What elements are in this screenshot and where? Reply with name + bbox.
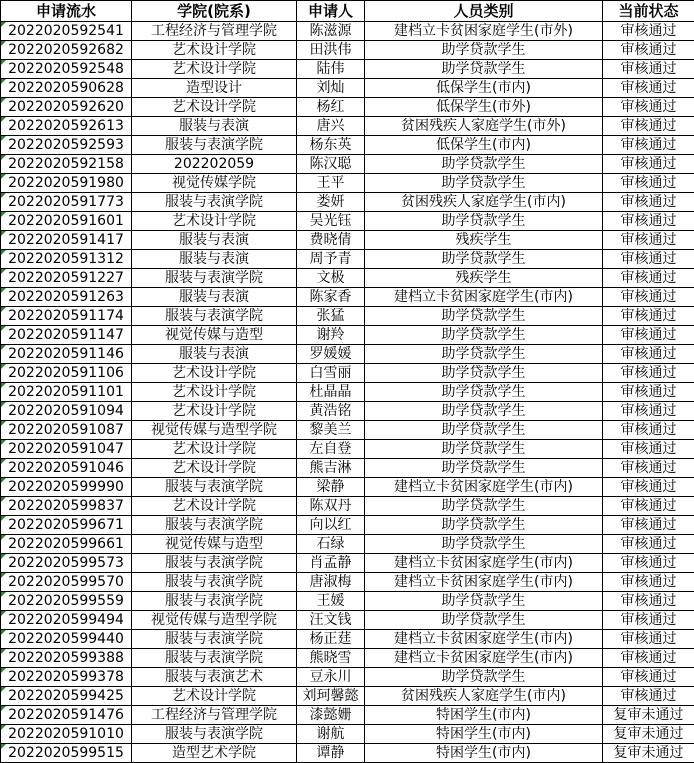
table-row[interactable] [1,535,694,554]
serial-cell[interactable]: 2022020591773 [1,193,132,212]
serial-cell[interactable]: 2022020592593 [1,136,132,155]
table-row[interactable] [1,288,694,307]
status-cell[interactable]: 复审未通过 [603,706,694,725]
header-status[interactable]: 当前状态 [603,1,694,22]
status-cell[interactable]: 审核通过 [603,231,694,250]
college-cell[interactable]: 视觉传媒与造型 [132,326,297,345]
table-row[interactable] [1,98,694,117]
status-cell[interactable]: 审核通过 [603,117,694,136]
status-cell[interactable]: 审核通过 [603,60,694,79]
status-cell[interactable]: 审核通过 [603,649,694,668]
applicant-cell[interactable]: 黄浩铭 [297,402,365,421]
status-cell[interactable]: 审核通过 [603,364,694,383]
category-cell[interactable]: 助学贷款学生 [365,60,603,79]
college-cell[interactable]: 艺术设计学院 [132,60,297,79]
status-cell[interactable]: 审核通过 [603,307,694,326]
table-row[interactable] [1,725,694,744]
table-row[interactable] [1,326,694,345]
category-cell[interactable]: 助学贷款学生 [365,364,603,383]
college-cell[interactable]: 服装与表演学院 [132,516,297,535]
table-row[interactable] [1,440,694,459]
college-cell[interactable]: 艺术设计学院 [132,212,297,231]
status-cell[interactable]: 审核通过 [603,193,694,212]
serial-cell[interactable]: 2022020599425 [1,687,132,706]
status-cell[interactable]: 审核通过 [603,668,694,687]
applicant-cell[interactable]: 王媛 [297,592,365,611]
status-cell[interactable]: 复审未通过 [603,744,694,763]
status-cell[interactable]: 审核通过 [603,155,694,174]
table-row[interactable] [1,592,694,611]
applicant-cell[interactable]: 陈汉聪 [297,155,365,174]
college-cell[interactable]: 服装与表演学院 [132,136,297,155]
applicant-cell[interactable]: 熊吉淋 [297,459,365,478]
table-row[interactable] [1,60,694,79]
serial-cell[interactable]: 2022020591087 [1,421,132,440]
applicant-cell[interactable]: 黎美兰 [297,421,365,440]
serial-cell[interactable]: 2022020591147 [1,326,132,345]
status-cell[interactable]: 审核通过 [603,22,694,41]
status-cell[interactable]: 审核通过 [603,421,694,440]
applicant-cell[interactable]: 左自登 [297,440,365,459]
serial-cell[interactable]: 2022020592620 [1,98,132,117]
status-cell[interactable]: 审核通过 [603,345,694,364]
header-category[interactable]: 人员类别 [365,1,603,22]
college-cell[interactable]: 服装与表演学院 [132,193,297,212]
category-cell[interactable]: 助学贷款学生 [365,174,603,193]
table-row[interactable] [1,478,694,497]
category-cell[interactable]: 助学贷款学生 [365,421,603,440]
applicant-cell[interactable]: 田洪伟 [297,41,365,60]
table-row[interactable] [1,41,694,60]
category-cell[interactable]: 助学贷款学生 [365,250,603,269]
college-cell[interactable]: 视觉传媒与造型学院 [132,421,297,440]
serial-cell[interactable]: 2022020591263 [1,288,132,307]
applicant-cell[interactable]: 肖孟静 [297,554,365,573]
category-cell[interactable]: 低保学生(市外) [365,98,603,117]
status-cell[interactable]: 审核通过 [603,535,694,554]
serial-cell[interactable]: 2022020591094 [1,402,132,421]
status-cell[interactable]: 审核通过 [603,497,694,516]
table-row[interactable] [1,383,694,402]
serial-cell[interactable]: 2022020590628 [1,79,132,98]
table-row[interactable] [1,231,694,250]
header-college[interactable]: 学院(院系) [132,1,297,22]
college-cell[interactable]: 艺术设计学院 [132,98,297,117]
status-cell[interactable]: 审核通过 [603,440,694,459]
category-cell[interactable]: 贫困残疾人家庭学生(市内) [365,687,603,706]
serial-cell[interactable]: 2022020591312 [1,250,132,269]
table-row[interactable] [1,630,694,649]
applicant-cell[interactable]: 梁静 [297,478,365,497]
college-cell[interactable]: 服装与表演学院 [132,478,297,497]
college-cell[interactable]: 造型设计 [132,79,297,98]
applicant-cell[interactable]: 刘灿 [297,79,365,98]
applicant-cell[interactable]: 白雪丽 [297,364,365,383]
college-cell[interactable]: 艺术设计学院 [132,41,297,60]
status-cell[interactable]: 审核通过 [603,592,694,611]
status-cell[interactable]: 审核通过 [603,554,694,573]
applicant-cell[interactable]: 向以红 [297,516,365,535]
category-cell[interactable]: 助学贷款学生 [365,402,603,421]
applicant-cell[interactable]: 周予青 [297,250,365,269]
serial-cell[interactable]: 2022020591047 [1,440,132,459]
table-row[interactable] [1,649,694,668]
college-cell[interactable]: 艺术设计学院 [132,364,297,383]
serial-cell[interactable]: 2022020592541 [1,22,132,41]
header-applicant[interactable]: 申请人 [297,1,365,22]
table-row[interactable] [1,611,694,630]
category-cell[interactable]: 建档立卡贫困家庭学生(市内) [365,554,603,573]
status-cell[interactable]: 审核通过 [603,98,694,117]
table-row[interactable] [1,459,694,478]
applicant-cell[interactable]: 刘珂馨懿 [297,687,365,706]
table-row[interactable] [1,79,694,98]
applicant-cell[interactable]: 杜晶晶 [297,383,365,402]
category-cell[interactable]: 助学贷款学生 [365,440,603,459]
college-cell[interactable]: 服装与表演 [132,250,297,269]
table-row[interactable] [1,744,694,763]
category-cell[interactable]: 助学贷款学生 [365,307,603,326]
serial-cell[interactable]: 2022020599573 [1,554,132,573]
category-cell[interactable]: 助学贷款学生 [365,383,603,402]
status-cell[interactable]: 审核通过 [603,383,694,402]
status-cell[interactable]: 审核通过 [603,136,694,155]
category-cell[interactable]: 建档立卡贫困家庭学生(市内) [365,630,603,649]
applicant-cell[interactable]: 豆永川 [297,668,365,687]
category-cell[interactable]: 建档立卡贫困家庭学生(市外) [365,22,603,41]
applicant-cell[interactable]: 娄妍 [297,193,365,212]
serial-cell[interactable]: 2022020599378 [1,668,132,687]
college-cell[interactable]: 服装与表演学院 [132,630,297,649]
serial-cell[interactable]: 2022020591146 [1,345,132,364]
status-cell[interactable]: 审核通过 [603,573,694,592]
status-cell[interactable]: 审核通过 [603,288,694,307]
category-cell[interactable]: 贫困残疾人家庭学生(市内) [365,193,603,212]
applicant-cell[interactable]: 王平 [297,174,365,193]
serial-cell[interactable]: 2022020591980 [1,174,132,193]
table-row[interactable] [1,573,694,592]
table-row[interactable] [1,345,694,364]
serial-cell[interactable]: 2022020599494 [1,611,132,630]
applicant-cell[interactable]: 杨正莛 [297,630,365,649]
category-cell[interactable]: 助学贷款学生 [365,668,603,687]
category-cell[interactable]: 特困学生(市内) [365,725,603,744]
applicant-cell[interactable]: 罗媛媛 [297,345,365,364]
category-cell[interactable]: 残疾学生 [365,269,603,288]
serial-cell[interactable]: 2022020599837 [1,497,132,516]
college-cell[interactable]: 202202059 [132,155,297,174]
college-cell[interactable]: 服装与表演学院 [132,554,297,573]
status-cell[interactable]: 审核通过 [603,250,694,269]
table-row[interactable] [1,554,694,573]
serial-cell[interactable]: 2022020599515 [1,744,132,763]
table-row[interactable] [1,136,694,155]
category-cell[interactable]: 助学贷款学生 [365,535,603,554]
college-cell[interactable]: 艺术设计学院 [132,459,297,478]
serial-cell[interactable]: 2022020592548 [1,60,132,79]
college-cell[interactable]: 服装与表演艺术 [132,668,297,687]
table-row[interactable] [1,307,694,326]
status-cell[interactable]: 审核通过 [603,269,694,288]
category-cell[interactable]: 助学贷款学生 [365,326,603,345]
category-cell[interactable]: 助学贷款学生 [365,611,603,630]
serial-cell[interactable]: 2022020599990 [1,478,132,497]
category-cell[interactable]: 建档立卡贫困家庭学生(市内) [365,573,603,592]
applicant-cell[interactable]: 杨东英 [297,136,365,155]
category-cell[interactable]: 建档立卡贫困家庭学生(市内) [365,288,603,307]
college-cell[interactable]: 视觉传媒与造型学院 [132,611,297,630]
college-cell[interactable]: 艺术设计学院 [132,402,297,421]
status-cell[interactable]: 审核通过 [603,41,694,60]
category-cell[interactable]: 特困学生(市内) [365,744,603,763]
status-cell[interactable]: 审核通过 [603,402,694,421]
college-cell[interactable]: 服装与表演学院 [132,573,297,592]
serial-cell[interactable]: 2022020591046 [1,459,132,478]
table-row[interactable] [1,668,694,687]
applicant-cell[interactable]: 杨红 [297,98,365,117]
applicant-cell[interactable]: 汪文钱 [297,611,365,630]
category-cell[interactable]: 助学贷款学生 [365,459,603,478]
category-cell[interactable]: 低保学生(市内) [365,136,603,155]
college-cell[interactable]: 服装与表演学院 [132,592,297,611]
applicant-cell[interactable]: 谭静 [297,744,365,763]
serial-cell[interactable]: 2022020592682 [1,41,132,60]
table-row[interactable] [1,497,694,516]
college-cell[interactable]: 视觉传媒与造型 [132,535,297,554]
serial-cell[interactable]: 2022020591174 [1,307,132,326]
table-row[interactable] [1,250,694,269]
applicant-cell[interactable]: 唐兴 [297,117,365,136]
college-cell[interactable]: 艺术设计学院 [132,687,297,706]
applicant-cell[interactable]: 费晓倩 [297,231,365,250]
table-row[interactable] [1,402,694,421]
serial-cell[interactable]: 2022020591417 [1,231,132,250]
category-cell[interactable]: 贫困残疾人家庭学生(市外) [365,117,603,136]
table-row[interactable] [1,516,694,535]
status-cell[interactable]: 审核通过 [603,478,694,497]
table-row[interactable] [1,22,694,41]
college-cell[interactable]: 服装与表演学院 [132,649,297,668]
category-cell[interactable]: 助学贷款学生 [365,497,603,516]
serial-cell[interactable]: 2022020599559 [1,592,132,611]
applicant-cell[interactable]: 唐淑梅 [297,573,365,592]
serial-cell[interactable]: 2022020591476 [1,706,132,725]
header-serial[interactable]: 申请流水 [1,1,132,22]
category-cell[interactable]: 低保学生(市内) [365,79,603,98]
category-cell[interactable]: 助学贷款学生 [365,345,603,364]
applicant-cell[interactable]: 熊晓雪 [297,649,365,668]
category-cell[interactable]: 残疾学生 [365,231,603,250]
status-cell[interactable]: 审核通过 [603,326,694,345]
college-cell[interactable]: 服装与表演 [132,345,297,364]
category-cell[interactable]: 建档立卡贫困家庭学生(市内) [365,649,603,668]
table-row[interactable] [1,364,694,383]
status-cell[interactable]: 审核通过 [603,79,694,98]
status-cell[interactable]: 审核通过 [603,212,694,231]
applicant-cell[interactable]: 谢航 [297,725,365,744]
college-cell[interactable]: 服装与表演学院 [132,725,297,744]
serial-cell[interactable]: 2022020599671 [1,516,132,535]
serial-cell[interactable]: 2022020591101 [1,383,132,402]
applicant-cell[interactable]: 谢羚 [297,326,365,345]
applicant-cell[interactable]: 漆懿姗 [297,706,365,725]
status-cell[interactable]: 审核通过 [603,174,694,193]
serial-cell[interactable]: 2022020599388 [1,649,132,668]
table-row[interactable] [1,687,694,706]
category-cell[interactable]: 助学贷款学生 [365,41,603,60]
serial-cell[interactable]: 2022020599661 [1,535,132,554]
college-cell[interactable]: 服装与表演学院 [132,269,297,288]
serial-cell[interactable]: 2022020592613 [1,117,132,136]
applicant-cell[interactable]: 文极 [297,269,365,288]
status-cell[interactable]: 审核通过 [603,611,694,630]
serial-cell[interactable]: 2022020591227 [1,269,132,288]
status-cell[interactable]: 复审未通过 [603,725,694,744]
college-cell[interactable]: 工程经济与管理学院 [132,22,297,41]
table-row[interactable] [1,174,694,193]
college-cell[interactable]: 艺术设计学院 [132,383,297,402]
table-row[interactable] [1,421,694,440]
table-row[interactable] [1,212,694,231]
college-cell[interactable]: 艺术设计学院 [132,497,297,516]
table-row[interactable] [1,155,694,174]
table-row[interactable] [1,706,694,725]
college-cell[interactable]: 服装与表演 [132,231,297,250]
applicant-cell[interactable]: 陆伟 [297,60,365,79]
category-cell[interactable]: 助学贷款学生 [365,592,603,611]
college-cell[interactable]: 服装与表演 [132,288,297,307]
table-row[interactable] [1,269,694,288]
serial-cell[interactable]: 2022020599570 [1,573,132,592]
serial-cell[interactable]: 2022020591601 [1,212,132,231]
applicant-cell[interactable]: 陈家香 [297,288,365,307]
table-row[interactable] [1,193,694,212]
college-cell[interactable]: 服装与表演 [132,117,297,136]
category-cell[interactable]: 助学贷款学生 [365,155,603,174]
table-row[interactable] [1,117,694,136]
status-cell[interactable]: 审核通过 [603,630,694,649]
serial-cell[interactable]: 2022020599440 [1,630,132,649]
college-cell[interactable]: 艺术设计学院 [132,440,297,459]
category-cell[interactable]: 助学贷款学生 [365,516,603,535]
applicant-cell[interactable]: 石绿 [297,535,365,554]
applicant-cell[interactable]: 吴光钰 [297,212,365,231]
serial-cell[interactable]: 2022020592158 [1,155,132,174]
status-cell[interactable]: 审核通过 [603,516,694,535]
status-cell[interactable]: 审核通过 [603,459,694,478]
college-cell[interactable]: 造型艺术学院 [132,744,297,763]
category-cell[interactable]: 助学贷款学生 [365,212,603,231]
applicant-cell[interactable]: 张猛 [297,307,365,326]
header-row [1,1,694,22]
college-cell[interactable]: 工程经济与管理学院 [132,706,297,725]
category-cell[interactable]: 建档立卡贫困家庭学生(市内) [365,478,603,497]
applicant-cell[interactable]: 陈滋源 [297,22,365,41]
category-cell[interactable]: 特困学生(市内) [365,706,603,725]
status-cell[interactable]: 审核通过 [603,687,694,706]
applicant-cell[interactable]: 陈双丹 [297,497,365,516]
college-cell[interactable]: 服装与表演学院 [132,307,297,326]
serial-cell[interactable]: 2022020591010 [1,725,132,744]
college-cell[interactable]: 视觉传媒学院 [132,174,297,193]
serial-cell[interactable]: 2022020591106 [1,364,132,383]
